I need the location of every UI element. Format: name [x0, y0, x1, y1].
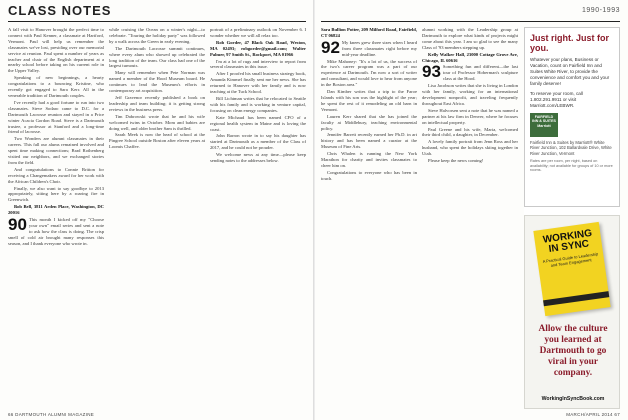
notes-column-5: [422, 27, 518, 409]
note-paragraph: John Barron wrote in to say his daughter has started at Dartmouth as a member of the Class of 2017, and he could not be prouder.: [210, 133, 306, 151]
note-paragraph: My knees grew three sizes when I heard from three classmates right before my mid-year deadline.: [341, 39, 417, 57]
notes-column-1: [8, 27, 104, 409]
ad-headline: Just right. Just for you.: [530, 33, 610, 53]
class-years-range: 1990-1993: [582, 7, 620, 14]
note-paragraph: Bill Lichtman writes that he relocated to Seattle with his family and is working in venture capital, focusing on clean energy companies.: [210, 95, 306, 113]
note-paragraph: Finally, we also want to say goodbye to 2013 appropriately, sitting here by a roaring fire in Greenwich.: [8, 185, 104, 203]
page-gutter: [313, 0, 315, 420]
note-paragraph: Many will remember when Pete Norman was named a member of the Hood Museum board. He continues to lead the Museum's efforts in contemporary art acquisition.: [109, 70, 205, 94]
book-ad-tagline: Allow the culture you learned at Dartmouth to go viral in your company.: [538, 324, 608, 378]
ad-fine-print: Rates are per room, per night, based on availability; not available for groups of 10 or more rooms.: [530, 158, 613, 173]
correspondent-address: Bob Bell, 3811 Arden Place, Washington, DC 20016: [8, 204, 104, 216]
ad-body-text: Whatever your plans, Business or Vacation, count on Fairfield Inn and Suites White River, to provide the convenience and comfort you and your family deserve!: [530, 57, 610, 86]
note-paragraph: We welcome news at any time—please keep sending notes to the addresses below.: [210, 152, 306, 164]
note-paragraph: Paul Greene and his wife, Maria, welcomed their third child, a daughter, in December.: [422, 126, 518, 138]
correspondent-address: Rob Gorder, 47 Black Oak Road, Weston, MA 02493; robgorder@gmail.com; Walter Palmer, 97 Smith St., Rockport, MA 01966: [210, 39, 306, 57]
notes-column-2: [109, 27, 205, 409]
class-year-dropcap: 90: [8, 215, 27, 235]
note-paragraph: A lovely family portrait from Jenn Ross and her husband, who spent the holidays skiing together in Utah.: [422, 139, 518, 157]
hotel-address: Fairfield Inn & Suites by Marriott® White River Junction, 102 Ballardvale Drive, White River Junction, Vermont: [530, 140, 612, 156]
note-paragraph: Please keep the news coming!: [428, 158, 484, 164]
class-year-dropcap: 92: [321, 37, 340, 57]
note-paragraph: Lisa Jacobson writes that she is living in London with her family, working for an international development nonprofit, and traveling frequently throughout East Africa.: [422, 83, 518, 106]
note-paragraph: And congratulations to Connie Britton for receiving a Changemakers award for her work with the African Children's Choir.: [8, 166, 104, 184]
hotel-advertisement: [524, 27, 620, 207]
class-year-dropcap: 93: [422, 62, 441, 82]
ad-call-to-action: To reserve your room, call 1.802.291.9911 or visit Marriott.com/LEBWR.: [530, 91, 583, 108]
note-paragraph: Lauren Kerr shared that she has joined the faculty at Middlebury, teaching environmental policy.: [321, 113, 417, 131]
right-page-footer: MARCH/APRIL 2014 67: [566, 412, 620, 417]
note-paragraph: Something fun and different—the last tour of Professor Hoberman's sculpture class at the Hood.: [442, 64, 518, 82]
note-paragraph: Steve Halvorsen sent a note that he was named a partner at his law firm in Denver, where he focuses on intellectual property.: [422, 107, 518, 125]
left-page-footer: 66 DARTMOUTH ALUMNI MAGAZINE: [8, 412, 95, 417]
note-paragraph: I've recently had a good fortune to run into two classmates. Steve Sodaro came to D.C. for a Dartmouth Lacrosse reunion and stayed in a Price winter Acacia Gordon Road. Steve is a Dartmouth trustee, a professor at Stanford and a long-time friend of lacrosse.: [8, 99, 104, 135]
hotel-logo: FAIRFIELD INN & SUITES Marriott: [530, 113, 558, 137]
book-ad-url[interactable]: WorkingInSyncBook.com: [541, 396, 605, 402]
notes-column-3: [210, 27, 306, 409]
book-subtitle: A Practical Guide to Leadership and Team Engagement: [542, 251, 599, 268]
left-page-header: [8, 0, 306, 22]
note-paragraph: Kate Michaud has been named CFO of a regional health system in Maine and is loving the coast.: [210, 114, 306, 132]
note-paragraph: alumni working with the Leadership group at Dartmouth to explore what kinds of projects might come about this year. I am so glad to see the many Class of '93 members stepping up.: [422, 27, 518, 50]
note-paragraph: The Dartmouth Lacrosse summit continues, where every alum who showed up celebrated the long tradition of the team. Our class had one of the largest turnouts.: [109, 45, 205, 69]
note-paragraph: After I proofed his small business strategy book, Amanda Kimmel finally sent me her news. She has returned to Hanover with her family and is now teaching at the Tuck School.: [210, 71, 306, 95]
note-paragraph: A fall visit to Hanover brought the perfect time to connect with Paul Kenner, a classmate at Hartford, Vermont. Paul will help us remember the classmates we've lost, presiding over our memorial service at reunion. Paul spent a number of years as teacher and chair of the English department at a nearby school before taking on his current role in the Upper Valley.: [8, 27, 104, 74]
note-paragraph: Jennifer Barrett recently earned her Ph.D. in art history and has been named a curator at the Museum of Fine Arts.: [321, 132, 417, 150]
note-paragraph: Chris Whalen is running the New York Marathon for charity and invites classmates to cheer him on.: [321, 151, 417, 168]
note-paragraph: Mike Mahoney: "It's a lot of us, the success of the two's career program was a part of our experience at Dartmouth. I'm now a sort of writer and consultant, and would love to hear from anyone in the Boston area.": [321, 58, 417, 88]
correspondent-address: Sara Bullion Potter, 209 Milford Road, Fairfield, CT 06824: [321, 27, 417, 38]
note-paragraph: Congratulations to everyone who has been in touch.: [321, 169, 417, 181]
note-paragraph: I'm at a lot of rugs and interview to report from several classmates in this issue.: [210, 58, 306, 70]
right-page-header: [321, 0, 620, 22]
note-paragraph: Tim Dabrowski wrote that he and his wife welcomed twins in October. Mom and babies are doing well, and older brother Sam is thrilled.: [109, 113, 205, 131]
note-paragraph: while cruising the Ocean on a winter's night—to celebrate. "Touring the holiday party" was followed by a walk across the Green in early evening.: [109, 27, 205, 44]
notes-column-4: [321, 27, 417, 409]
book-title: WORKING IN SYNC: [542, 227, 593, 255]
note-paragraph: Speaking of new beginnings, a hearty congratulations to a bouncing Kristine, who recently got engaged to Sara Kerr. All in the venerable tradition of Dartmouth couples.: [8, 75, 104, 98]
note-paragraph: portrait of a preliminary outlook on November 6. I wonder whether we will all relax too.: [210, 27, 306, 38]
book-cover: [533, 222, 610, 316]
book-cover-band: [543, 291, 609, 306]
advertisement-column: [524, 27, 620, 409]
note-paragraph: Sarah Meek is now the head of school at the Pingree School outside Boston after eleven years at Loomis Chaffee.: [109, 132, 205, 150]
note-paragraph: This month I kicked off my "Choose your own" email series and sent a note to ask how the class is doing. The crisp smell of cold air brought many responses this season, and I thank everyone who wrote in.: [8, 217, 104, 246]
correspondent-address: Kelly Walker Hall, 23000 Cottage Grove Ave, Chicago, IL 60616: [422, 51, 518, 63]
note-paragraph: Two Wonders are alumni classmates in their careers. This fall our alums remained involved and spent time making connections; Brad Rothenberg visited our neighbors, and we exchanged stories from the field.: [8, 136, 104, 165]
section-title: CLASS NOTES: [8, 3, 112, 18]
book-advertisement: [524, 215, 620, 409]
note-paragraph: Dan Kimber writes that a trip to the Faroe Islands with his son was the highlight of the year; he spent the rest of it remodeling an old barn in Vermont.: [321, 89, 417, 112]
note-paragraph: Jeff Gravenor recently published a book on leadership and team building; it is getting strong reviews in the business press.: [109, 94, 205, 112]
